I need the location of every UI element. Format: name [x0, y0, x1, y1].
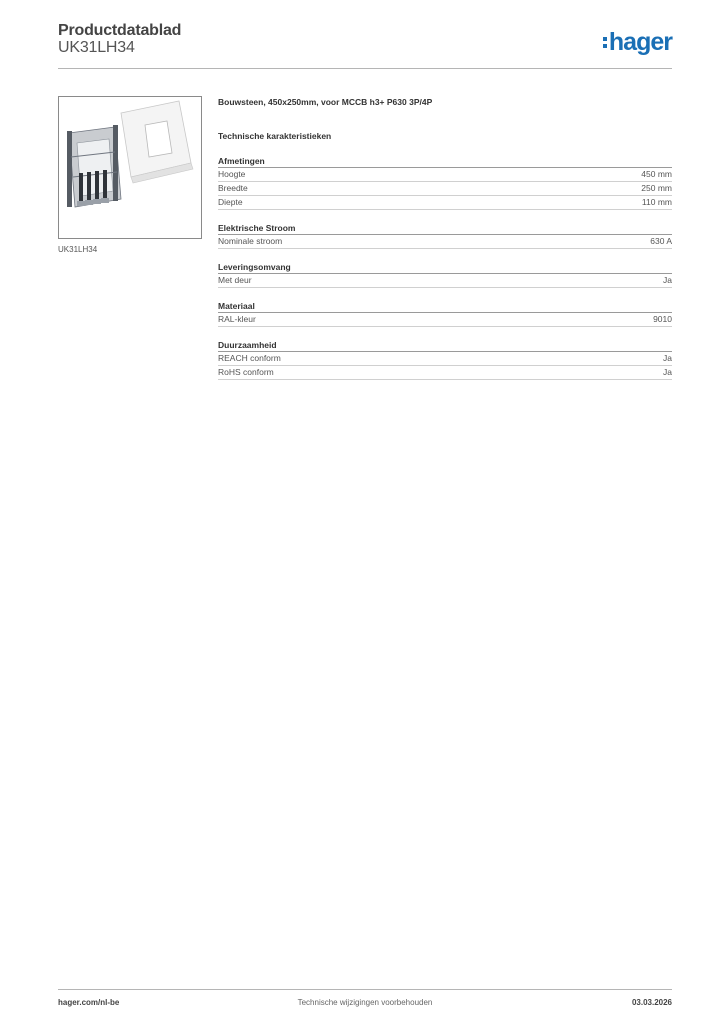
spec-value: 110 mm [641, 197, 672, 207]
product-illustration-icon [59, 97, 201, 238]
section-afmetingen [218, 155, 672, 210]
spec-value: Ja [663, 275, 672, 285]
product-name: Bouwsteen, 450x250mm, voor MCCB h3+ P630 3P/4P [218, 97, 433, 107]
spec-row [218, 313, 672, 327]
image-caption: UK31LH34 [58, 245, 98, 254]
spec-row [218, 274, 672, 288]
product-code: UK31LH34 [58, 39, 135, 56]
footer-website-link[interactable]: hager.com/nl-be [58, 998, 120, 1007]
spec-label: Hoogte [218, 169, 246, 179]
spec-value: Ja [663, 353, 672, 363]
section-elektrische-stroom [218, 222, 672, 249]
spec-row [218, 235, 672, 249]
spec-row [218, 168, 672, 182]
section-leveringsomvang [218, 261, 672, 288]
spec-label: RAL-kleur [218, 314, 256, 324]
spec-value: 630 A [650, 236, 672, 246]
section-title: Materiaal [218, 300, 672, 313]
spec-row [218, 182, 672, 196]
spec-label: Nominale stroom [218, 236, 283, 246]
spec-value: Ja [663, 367, 672, 377]
section-title: Afmetingen [218, 155, 672, 168]
spec-label: Diepte [218, 197, 243, 207]
logo-text: hager [608, 28, 672, 56]
header-divider [58, 68, 672, 69]
spec-row [218, 352, 672, 366]
spec-row [218, 366, 672, 380]
footer-disclaimer: Technische wijzigingen voorbehouden [297, 998, 433, 1007]
section-title: Elektrische Stroom [218, 222, 672, 235]
section-title: Duurzaamheid [218, 339, 672, 352]
spec-value: 450 mm [641, 169, 672, 179]
spec-label: RoHS conform [218, 367, 274, 377]
page-footer [58, 998, 672, 1010]
section-title: Leveringsomvang [218, 261, 672, 274]
spec-label: REACH conform [218, 353, 281, 363]
spec-row [218, 196, 672, 210]
product-details [218, 96, 672, 380]
logo-mark-icon [603, 37, 607, 48]
page-header [58, 22, 672, 70]
spec-label: Met deur [218, 275, 252, 285]
spec-value: 9010 [653, 314, 672, 324]
section-materiaal [218, 300, 672, 327]
footer-date: 03.03.2026 [631, 998, 672, 1007]
spec-value: 250 mm [641, 183, 672, 193]
product-image [58, 96, 202, 239]
hager-logo [603, 28, 672, 57]
section-duurzaamheid [218, 339, 672, 380]
footer-divider [58, 989, 672, 990]
technical-characteristics-title: Technische karakteristieken [218, 131, 332, 141]
document-title: Productdatablad [58, 22, 182, 39]
spec-label: Breedte [218, 183, 248, 193]
